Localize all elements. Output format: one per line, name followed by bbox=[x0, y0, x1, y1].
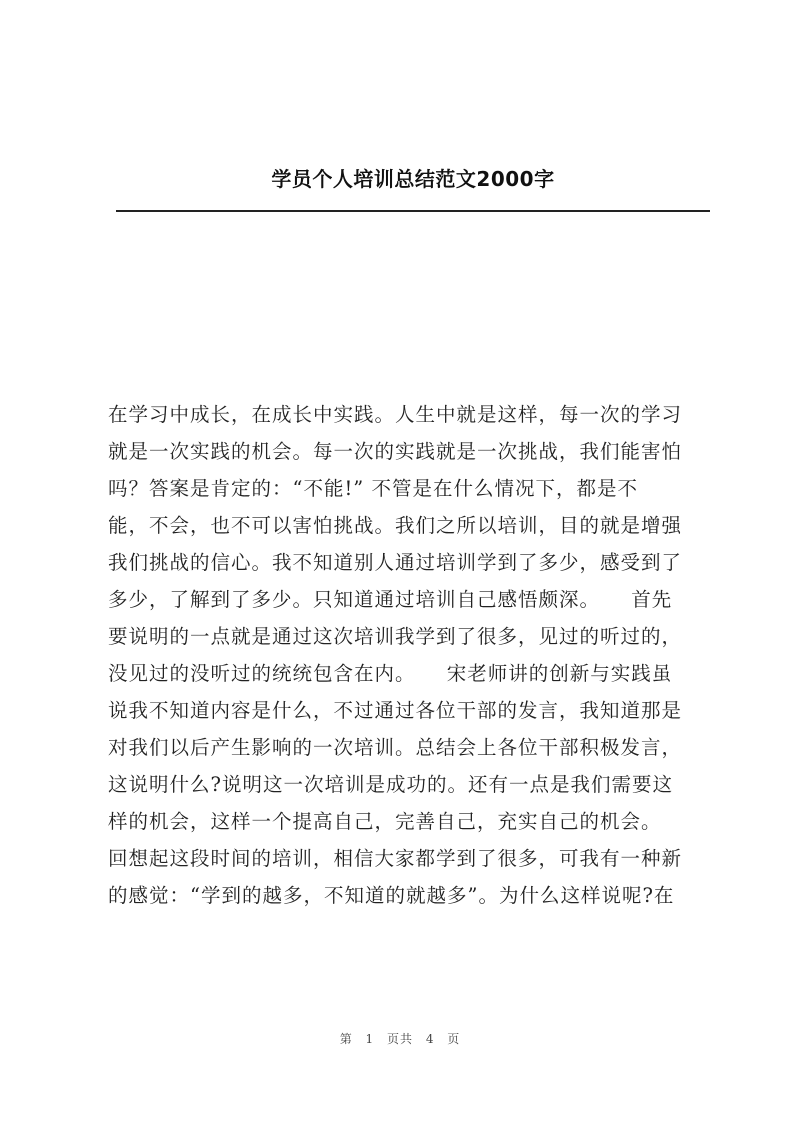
text-line: 要说明的一点就是通过这次培训我学到了很多，见过的听过的， bbox=[108, 625, 683, 648]
text-line: 说我不知道内容是什么，不过通过各位干部的发言，我知道那是 bbox=[108, 699, 683, 722]
text-line: 回想起这段时间的培训，相信大家都学到了很多，可我有一种新 bbox=[108, 847, 683, 870]
text-line: 的感觉：“学到的越多，不知道的就越多”。为什么这样说呢?在 bbox=[108, 884, 675, 907]
text-line: 我们挑战的信心。我不知道别人通过培训学到了多少，感受到了 bbox=[108, 551, 683, 574]
page-title: 学员个人培训总结范文2000字 bbox=[271, 167, 555, 191]
text-line: 多少，了解到了多少。只知道通过培训自己感悟颇深。 首先 bbox=[108, 588, 673, 611]
title-divider bbox=[116, 210, 710, 212]
text-line: 没见过的没听过的统统包含在内。 宋老师讲的创新与实践虽 bbox=[108, 662, 673, 685]
page-footer: 第 1 页共 4 页 bbox=[339, 1032, 461, 1046]
text-line: 就是一次实践的机会。每一次的实践就是一次挑战，我们能害怕 bbox=[108, 440, 683, 463]
text-line: 能，不会，也不可以害怕挑战。我们之所以培训，目的就是增强 bbox=[108, 514, 683, 537]
text-line: 吗？答案是肯定的：“不能!” 不管是在什么情况下，都是不 bbox=[108, 477, 638, 500]
text-line: 对我们以后产生影响的一次培训。总结会上各位干部积极发言， bbox=[108, 736, 683, 759]
body-paragraph bbox=[108, 396, 708, 914]
text-line: 样的机会，这样一个提高自己，完善自己，充实自己的机会。 bbox=[108, 810, 662, 833]
text-line: 在学习中成长，在成长中实践。人生中就是这样，每一次的学习 bbox=[108, 403, 683, 426]
text-line: 这说明什么?说明这一次培训是成功的。还有一点是我们需要这 bbox=[108, 773, 673, 796]
